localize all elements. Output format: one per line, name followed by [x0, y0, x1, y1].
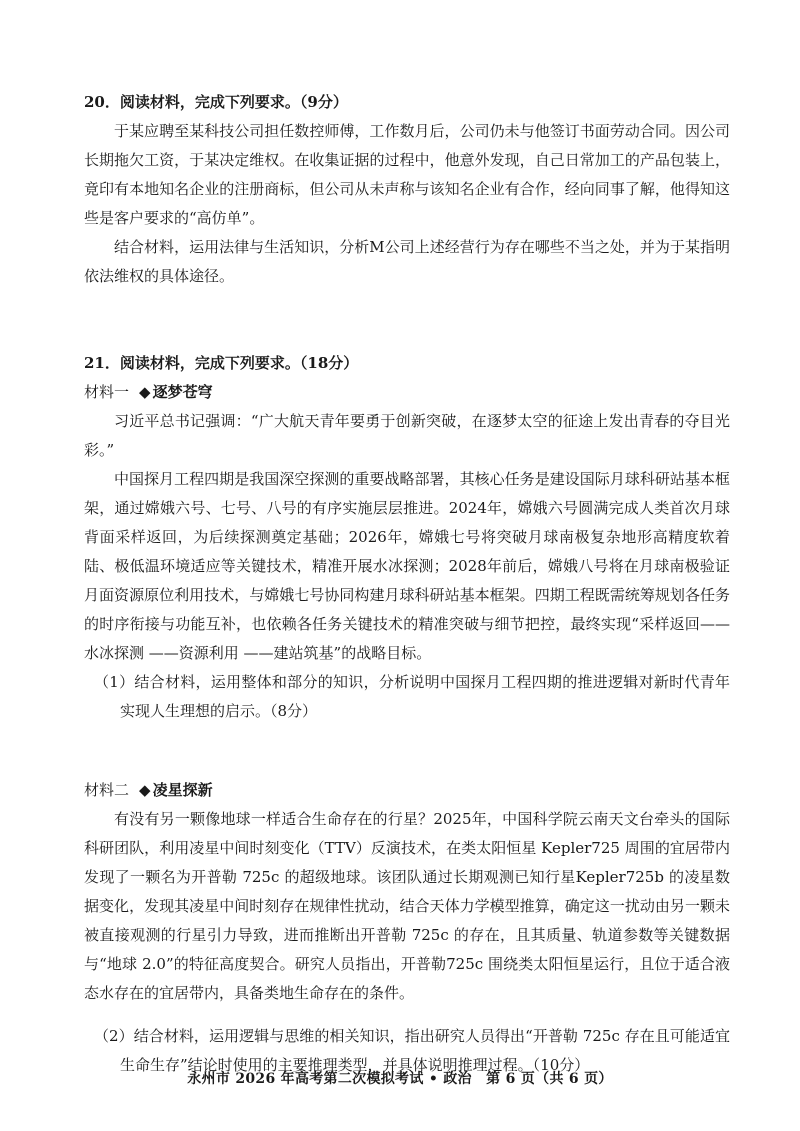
question-20-material: 于某应聘至某科技公司担任数控师傅，工作数月后，公司仍未与他签订书面劳动合同。因公司长期拖欠工资，于某决定维权。在收集证据的过程中，他意外发现，自己日常加工的产品包装上，竟印有本地知名企业的注册商标，但公司从未声称与该知名企业有合作，经向同事了解，他得知这些是客户要求的“高仿单”。: [84, 122, 730, 227]
diamond-icon: ◆: [139, 383, 151, 401]
diamond-icon: ◆: [139, 781, 151, 799]
material-1-body: 中国探月工程四期是我国深空探测的重要战略部署，其核心任务是建设国际月球科研站基本框架，通过嫦娥六号、七号、八号的有序实施层层推进。2024年，嫦娥六号圆满完成人类首次月球背面采样返回，为后续探测奠定基础；2026年，嫦娥七号将突破月球南极复杂地形高精度软着陆、极低温环境适应等关键技术，精准开展水冰探测；2028年前后，嫦娥八号将在月球南极验证月面资源原位利用技术，与嫦娥七号协同构建月球科研站基本框架。四期工程既需统筹规划各任务的时序衔接与功能互补，也依赖各任务关键技术的精准突破与细节把控，最终实现“采样返回——水冰探测 ——资源利用 ——建站筑基”的战略目标。: [84, 470, 730, 662]
material-2-body: 有没有另一颗像地球一样适合生命存在的行星？2025年，中国科学院云南天文台牵头的国际科研团队，利用凌星中间时刻变化（TTV）反演技术，在类太阳恒星 Kepler725 周围的宜居带内发现了一颗名为开普勒 725c 的超级地球。该团队通过长期观测已知行星Kepler725b 的凌星数据变化，发现其凌星中间时刻存在规律性扰动，结合天体力学模型推算，确定这一扰动由另一颗未被直接观测的行星引力导致，进而推断出开普勒 725c 的存在，且其质量、轨道参数等关键数据与“地球 2.0”的特征高度契合。研究人员指出，开普勒725c 围绕类太阳恒星运行，且位于适合液态水存在的宜居带内，具备类地生命存在的条件。: [84, 810, 730, 1002]
material-2-header: [84, 776, 730, 805]
page-footer: 永州市 2026 年高考第二次模拟考试 • 政治 第 6 页（共 6 页）: [187, 1071, 613, 1087]
question-21-part-2: （2）结合材料，运用逻辑与思维的相关知识，指出研究人员得出“开普勒 725c 存在且可能适宜生命生存”结论时使用的主要推理类型，并具体说明推理过程。（10分）: [94, 1027, 730, 1074]
spacer: [84, 726, 730, 776]
question-21-part-1: （1）结合材料，运用整体和部分的知识，分析说明中国探月工程四期的推进逻辑对新时代青年实现人生理想的启示。（8分）: [94, 673, 730, 720]
material-1-quote: 习近平总书记强调：“广大航天青年要勇于创新突破，在逐梦太空的征途上发出青春的夺目光彩。”: [84, 412, 730, 459]
spacer: [84, 291, 730, 349]
material-1-header: [84, 378, 730, 407]
question-20-title: 20．阅读材料，完成下列要求。（9分）: [84, 93, 348, 111]
material-2-label: 材料二: [84, 781, 130, 799]
question-21-title: 21．阅读材料，完成下列要求。（18分）: [84, 354, 359, 372]
material-1-title: 逐梦苍穹: [152, 383, 213, 401]
material-1-label: 材料一: [84, 383, 130, 401]
question-20-task: 结合材料，运用法律与生活知识，分析M公司上述经营行为存在哪些不当之处，并为于某指明依法维权的具体途径。: [84, 238, 730, 285]
spacer: [84, 1008, 730, 1022]
material-2-title: 凌星探新: [152, 781, 213, 799]
